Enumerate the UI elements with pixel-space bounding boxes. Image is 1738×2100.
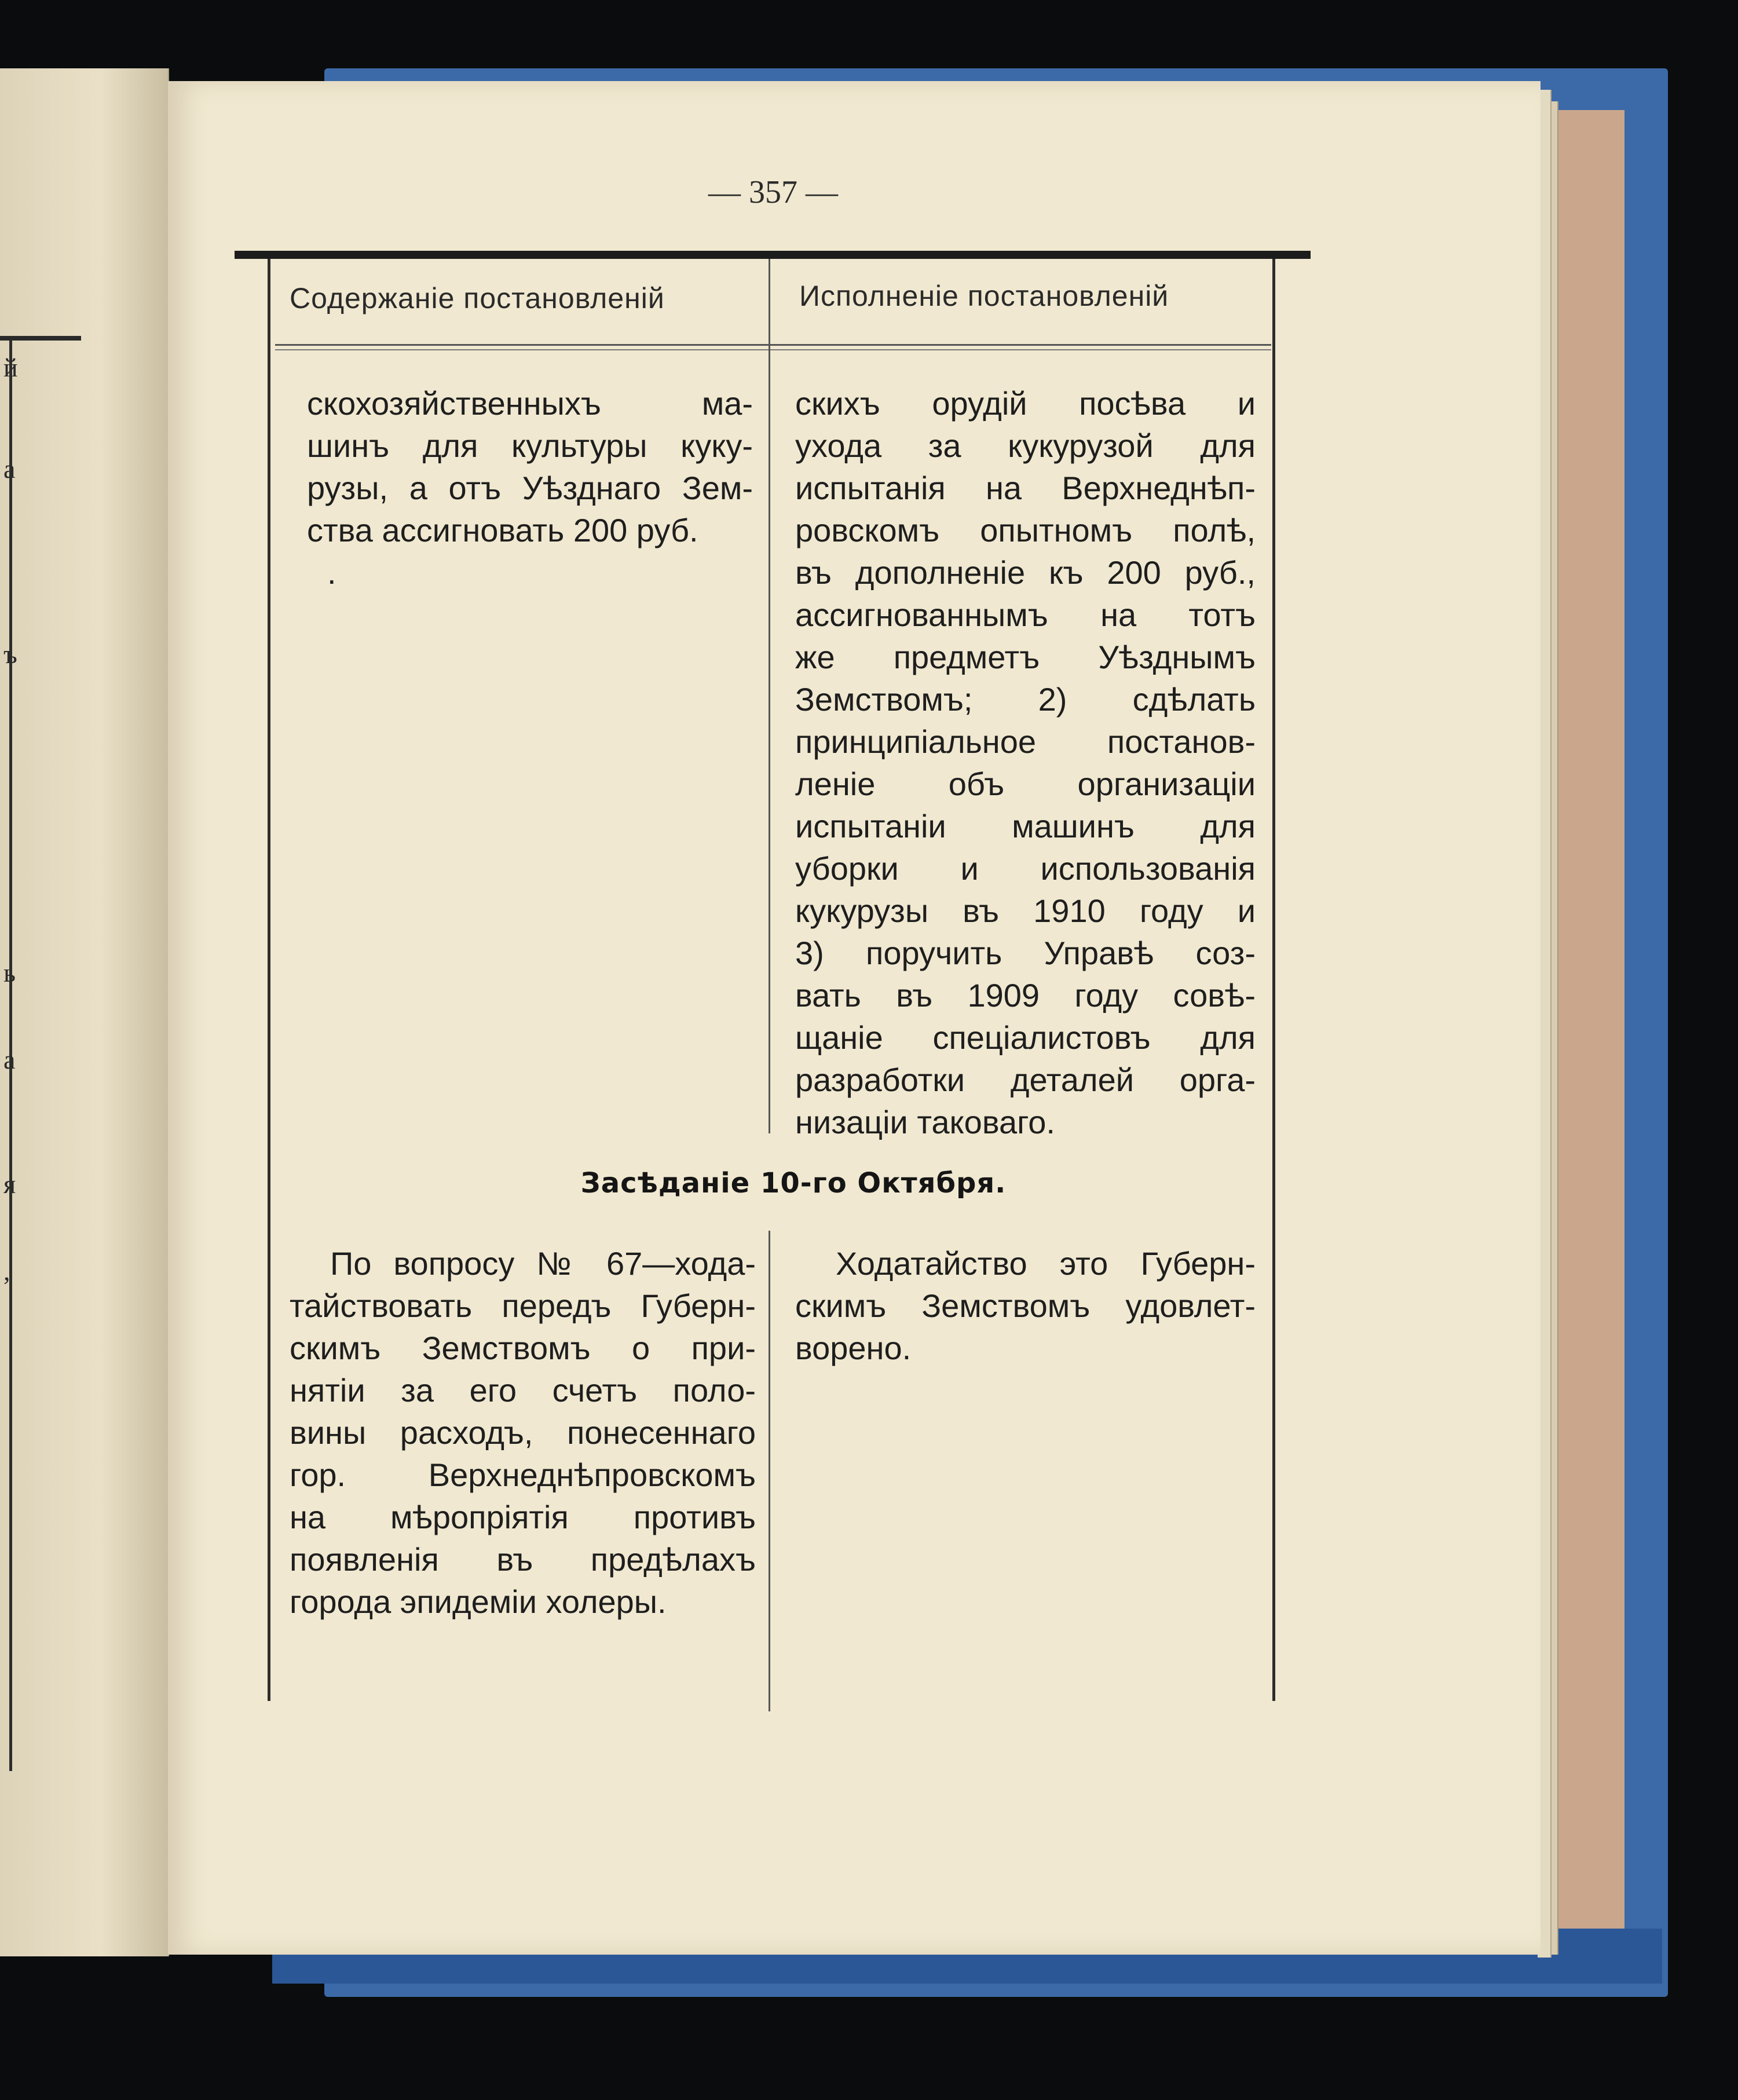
resolution-content-text	[290, 1242, 756, 1623]
left-page-fragment: ь	[3, 958, 16, 987]
text-line: щаніе спеціалистовъ для	[795, 1019, 1256, 1056]
left-page-fragment: я	[3, 1169, 16, 1199]
text-line: на мѣропріятія противъ	[290, 1499, 756, 1535]
text-line: принципіальное постанов-	[795, 723, 1256, 760]
text-line: появленія въ предѣлахъ	[290, 1541, 756, 1578]
text-line: ровскомъ опытномъ полѣ,	[795, 512, 1256, 548]
resolution-content-text	[307, 382, 753, 594]
text-line: въ дополненіе къ 200 руб.,	[795, 554, 1256, 591]
text-line: тайствовать передъ Губерн-	[290, 1287, 756, 1324]
text-line: ства ассигновать 200 руб.	[307, 512, 698, 548]
session-heading: Засѣданіе 10-го Октября.	[580, 1167, 1007, 1199]
column-header-execution: Исполненіе постановленій	[799, 280, 1169, 312]
text-line: Ходатайство это Губерн-	[836, 1245, 1256, 1282]
text-line: .	[327, 554, 336, 591]
page-number: — 357 —	[708, 174, 838, 210]
text-line: 3) поручить Управѣ соз-	[795, 935, 1256, 971]
text-line: разработки деталей орга-	[795, 1062, 1256, 1098]
text-line: рузы, а отъ Уѣзднаго Зем-	[307, 470, 753, 506]
text-line: испытанія на Верхнеднѣп-	[795, 470, 1256, 506]
table-middle-rule	[769, 1231, 770, 1711]
text-line: скимъ Земствомъ о при-	[290, 1330, 756, 1366]
header-rule	[275, 344, 1271, 346]
text-line: скихъ орудій посѣва и	[795, 385, 1256, 422]
text-line: вины расходъ, понесеннаго	[290, 1414, 756, 1451]
header-rule	[275, 349, 1271, 350]
text-line: леніе объ организаціи	[795, 766, 1256, 802]
text-line: же предметъ Уѣзднымъ	[795, 639, 1256, 675]
left-facing-page	[0, 68, 169, 1956]
left-page-fragment: a	[3, 454, 16, 484]
text-line: шинъ для культуры куку-	[307, 427, 753, 464]
text-line: испытаніи машинъ для	[795, 808, 1256, 844]
text-line: гор. Верхнеднѣпровскомъ	[290, 1457, 756, 1493]
text-line: скохозяйственныхъ ма-	[307, 385, 753, 422]
text-line: По вопросу № 67—хода-	[330, 1245, 756, 1282]
left-page-fragment: a	[3, 1045, 16, 1074]
text-line: скимъ Земствомъ удовлет-	[795, 1287, 1256, 1324]
text-line: уборки и использованія	[795, 850, 1256, 887]
table-middle-rule	[769, 259, 770, 1133]
left-page-fragment: ъ	[3, 639, 17, 669]
column-header-content: Содержаніе постановленій	[290, 282, 665, 314]
left-page-rule	[0, 336, 81, 341]
table-top-rule	[235, 251, 1311, 259]
left-page-fragment: ,	[3, 1256, 10, 1286]
resolution-execution-text	[795, 382, 1256, 1143]
resolution-execution-text	[795, 1242, 1256, 1369]
table-right-rule	[1272, 259, 1275, 1701]
text-line: ассигнованнымъ на тотъ	[795, 597, 1256, 633]
text-line: ухода за кукурузой для	[795, 427, 1256, 464]
text-line: нятіи за его счетъ поло-	[290, 1372, 756, 1408]
text-line: ворено.	[795, 1330, 912, 1366]
text-line: города эпидеміи холеры.	[290, 1583, 667, 1620]
table-left-rule	[268, 259, 270, 1701]
text-line: вать въ 1909 году совѣ-	[795, 977, 1256, 1014]
text-line: кукурузы въ 1910 году и	[795, 892, 1256, 929]
text-line: низаціи таковаго.	[795, 1104, 1055, 1140]
text-line: Земствомъ; 2) сдѣлать	[795, 681, 1256, 718]
left-page-fragment: й	[3, 353, 18, 382]
